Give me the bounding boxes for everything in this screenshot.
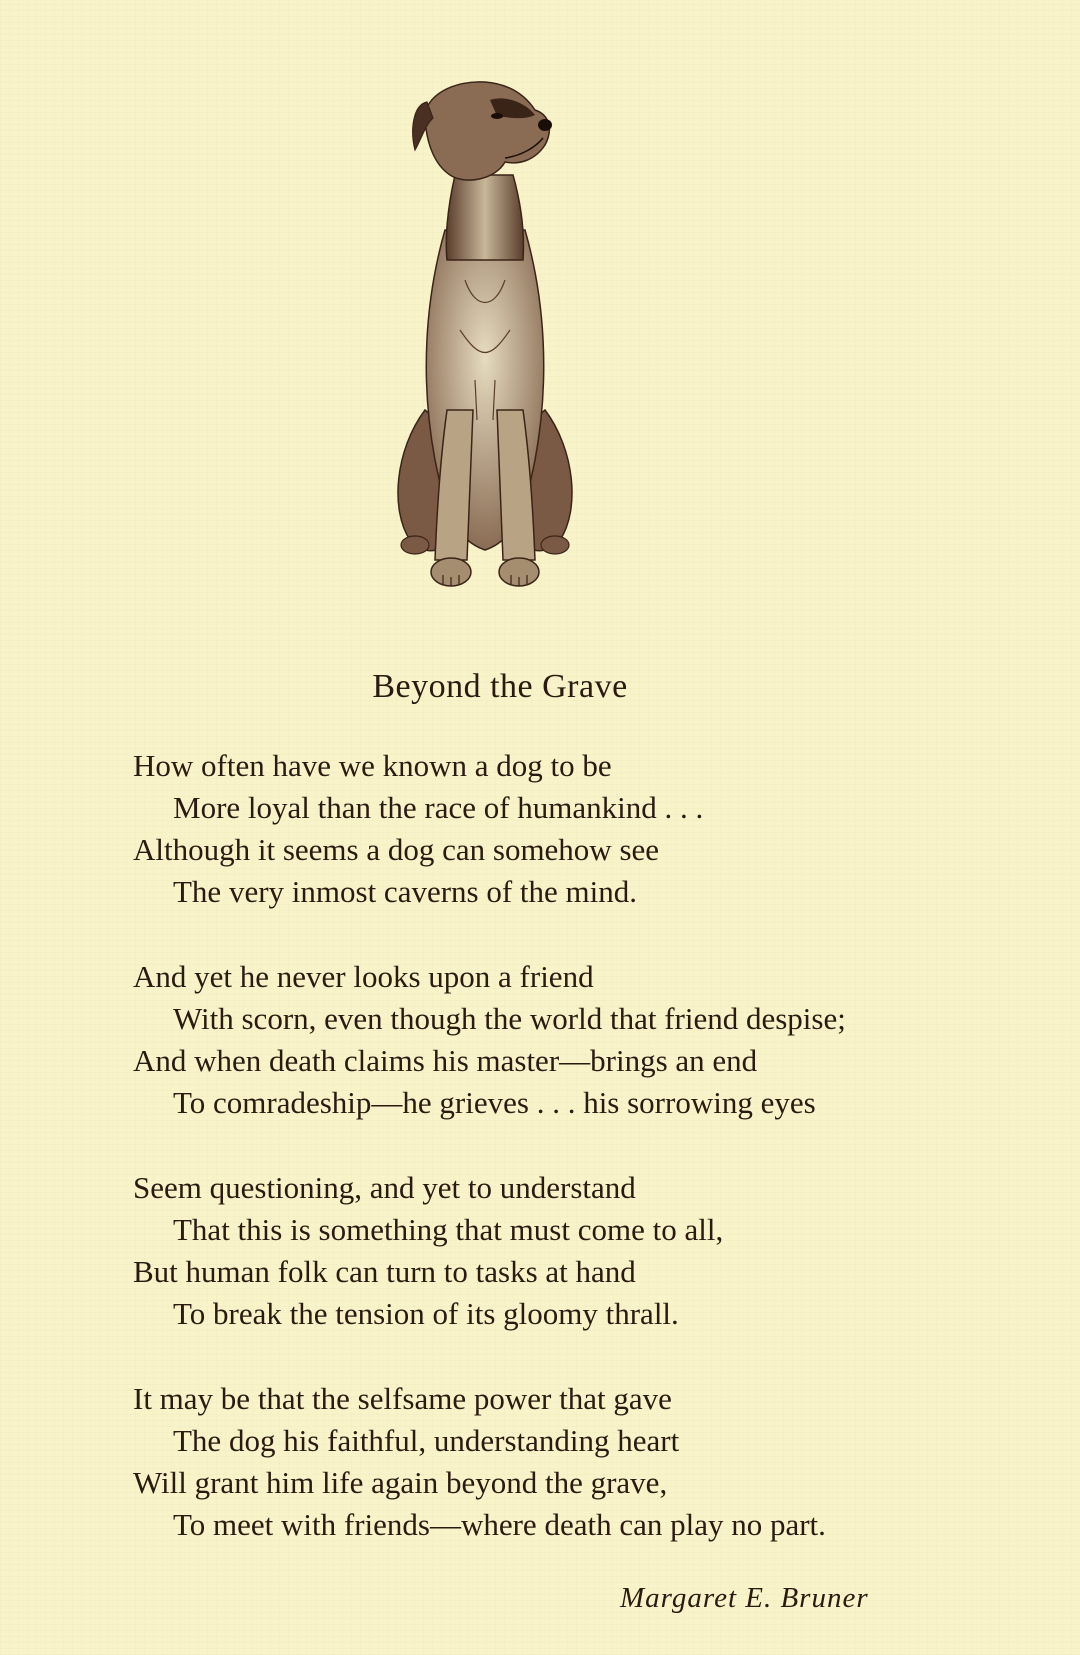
poem-line: To meet with friends—where death can play no part. xyxy=(173,1507,826,1542)
poem-author: Margaret E. Bruner xyxy=(620,1582,869,1614)
poem-body xyxy=(133,745,1033,1589)
poem-line: That this is something that must come to all, xyxy=(173,1212,724,1247)
sitting-dog-illustration xyxy=(385,80,585,615)
poem-line: The very inmost caverns of the mind. xyxy=(173,874,638,909)
poem-line: Will grant him life again beyond the grave, xyxy=(133,1465,668,1500)
poem-line: To break the tension of its gloomy thrall. xyxy=(173,1296,679,1331)
poem-title: Beyond the Grave xyxy=(372,668,628,705)
poem-line: And when death claims his master—brings an end xyxy=(133,1043,758,1078)
poem-line: But human folk can turn to tasks at hand xyxy=(133,1254,636,1289)
poem-line: How often have we known a dog to be xyxy=(133,748,612,783)
stanza-4 xyxy=(133,1378,1033,1546)
poem-line: To comradeship—he grieves . . . his sorrowing eyes xyxy=(173,1085,816,1120)
poem-line: With scorn, even though the world that friend despise; xyxy=(173,1001,846,1036)
poem-line: The dog his faithful, understanding heart xyxy=(173,1423,680,1458)
stanza-2 xyxy=(133,956,1033,1124)
poem-line: It may be that the selfsame power that gave xyxy=(133,1381,672,1416)
stanza-1 xyxy=(133,745,1033,913)
poem-line: More loyal than the race of humankind . . . xyxy=(173,790,704,825)
stanza-3 xyxy=(133,1167,1033,1335)
poem-line: Although it seems a dog can somehow see xyxy=(133,832,660,867)
poem-line: Seem questioning, and yet to understand xyxy=(133,1170,636,1205)
poem-line: And yet he never looks upon a friend xyxy=(133,959,594,994)
